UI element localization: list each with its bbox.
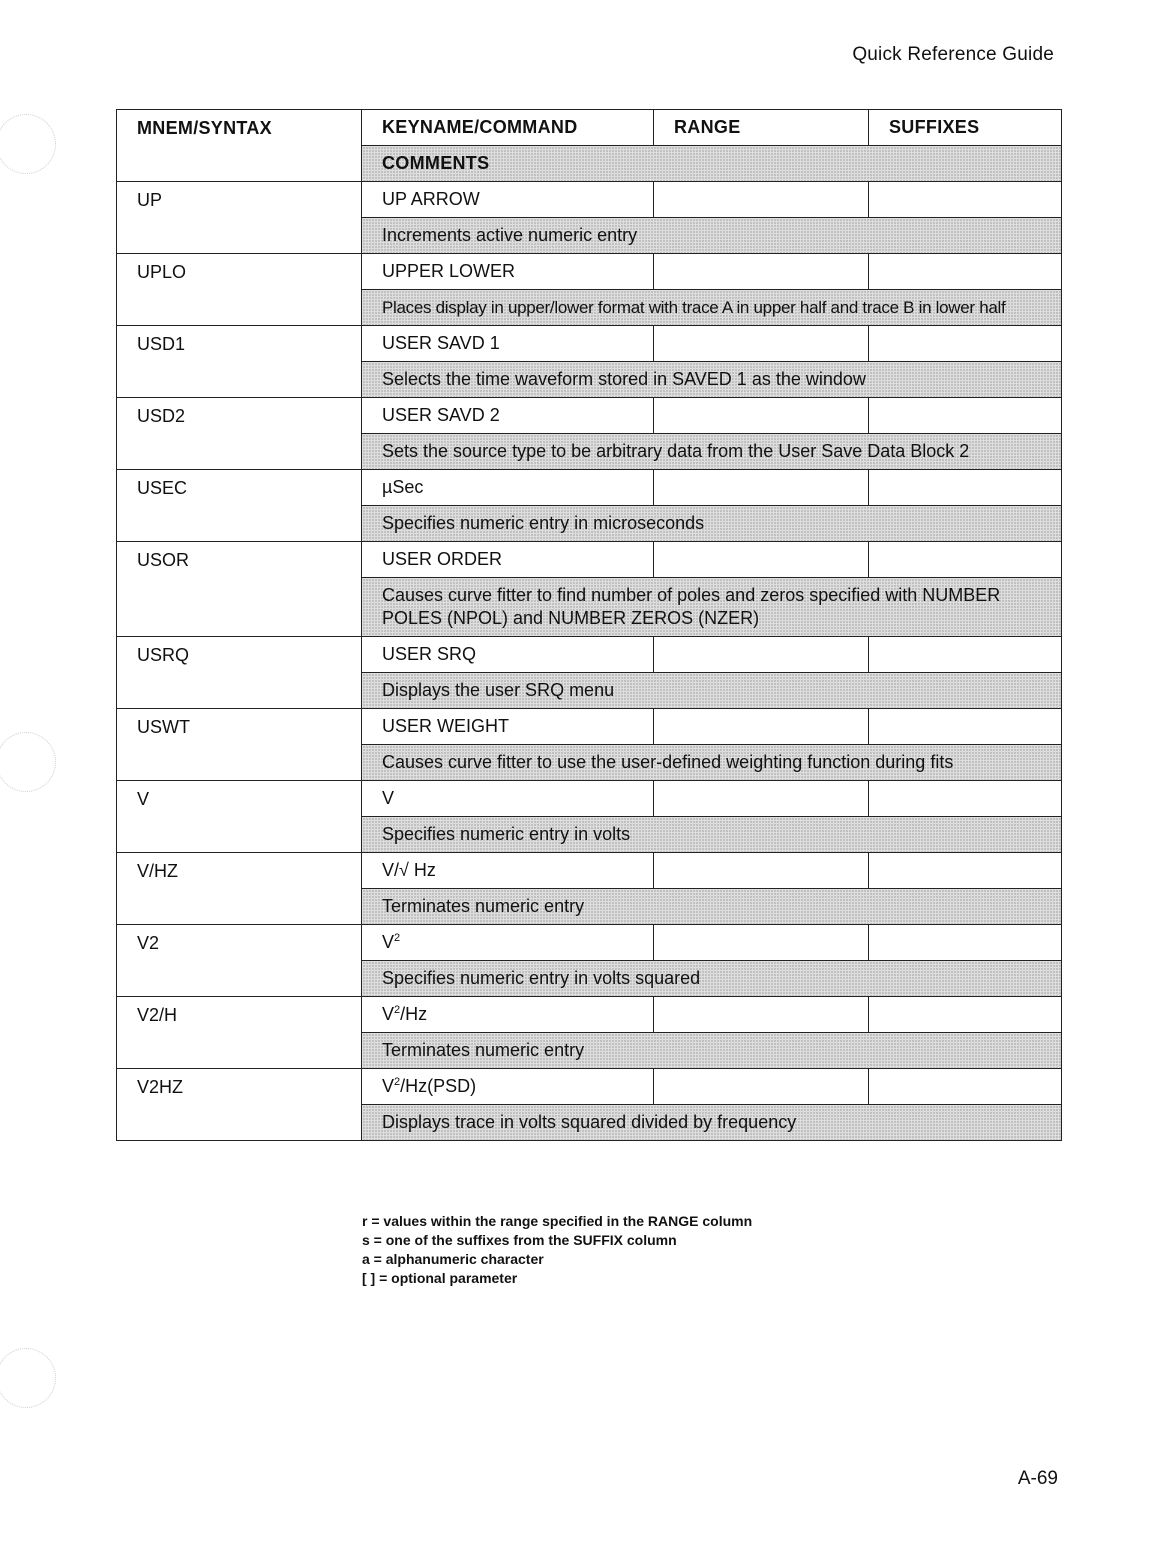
suffixes-cell	[869, 853, 1062, 889]
comment-cell: Causes curve fitter to find number of poles and zeros specified with NUMBER POLES (NPOL) and NUMBER ZEROS (NZER)	[362, 578, 1062, 637]
table-row	[117, 1069, 1062, 1105]
suffixes-cell	[869, 182, 1062, 218]
range-cell	[654, 709, 869, 745]
mnemonic-cell: V2/H	[117, 997, 362, 1069]
keyname-cell	[362, 997, 654, 1033]
legend-line: [ ] = optional parameter	[362, 1270, 518, 1286]
table-row	[117, 254, 1062, 290]
keyname-superscript: 2	[394, 1004, 401, 1016]
header-suffixes: SUFFIXES	[869, 110, 1062, 146]
comment-cell: Selects the time waveform stored in SAVED 1 as the window	[362, 362, 1062, 398]
range-cell	[654, 398, 869, 434]
keyname-cell: USER SAVD 1	[362, 326, 654, 362]
keyname-cell: USER WEIGHT	[362, 709, 654, 745]
suffixes-cell	[869, 326, 1062, 362]
suffixes-cell	[869, 925, 1062, 961]
keyname-base: V	[382, 1004, 395, 1024]
keyname-cell: UP ARROW	[362, 182, 654, 218]
keyname-superscript: 2	[394, 1076, 401, 1088]
table-row	[117, 925, 1062, 961]
header-row	[117, 110, 1062, 146]
table-row	[117, 470, 1062, 506]
binder-hole	[0, 114, 56, 174]
keyname-cell	[362, 1069, 654, 1105]
legend-line: a = alphanumeric character	[362, 1251, 544, 1267]
legend	[362, 1212, 752, 1288]
range-cell	[654, 853, 869, 889]
suffixes-cell	[869, 997, 1062, 1033]
keyname-cell: V/√ Hz	[362, 853, 654, 889]
table-row	[117, 781, 1062, 817]
mnemonic-cell: V/HZ	[117, 853, 362, 925]
header-mnem: MNEM/SYNTAX	[117, 110, 362, 182]
mnemonic-cell: USEC	[117, 470, 362, 542]
reference-table	[116, 109, 1062, 1141]
mnemonic-cell: V2	[117, 925, 362, 997]
mnemonic-cell: USWT	[117, 709, 362, 781]
mnemonic-cell: V2HZ	[117, 1069, 362, 1141]
legend-line: s = one of the suffixes from the SUFFIX column	[362, 1232, 677, 1248]
mnemonic-cell: USOR	[117, 542, 362, 637]
suffixes-cell	[869, 542, 1062, 578]
header-keyname: KEYNAME/COMMAND	[362, 110, 654, 146]
suffixes-cell	[869, 254, 1062, 290]
range-cell	[654, 925, 869, 961]
table-row	[117, 326, 1062, 362]
table-row	[117, 398, 1062, 434]
running-header: Quick Reference Guide	[852, 44, 1054, 65]
mnemonic-cell: V	[117, 781, 362, 853]
comment-cell: Terminates numeric entry	[362, 1033, 1062, 1069]
keyname-cell	[362, 925, 654, 961]
table-row	[117, 637, 1062, 673]
binder-hole	[0, 1348, 56, 1408]
range-cell	[654, 470, 869, 506]
range-cell	[654, 637, 869, 673]
comment-cell: Causes curve fitter to use the user-defined weighting function during fits	[362, 745, 1062, 781]
keyname-cell: USER SAVD 2	[362, 398, 654, 434]
range-cell	[654, 542, 869, 578]
keyname-base: V	[382, 1076, 395, 1096]
keyname-rest: /Hz(PSD)	[400, 1076, 477, 1096]
suffixes-cell	[869, 470, 1062, 506]
header-comments: COMMENTS	[362, 146, 1062, 182]
keyname-rest: /Hz	[400, 1004, 428, 1024]
mnemonic-cell: UP	[117, 182, 362, 254]
comment-cell: Displays trace in volts squared divided by frequency	[362, 1105, 1062, 1141]
suffixes-cell	[869, 637, 1062, 673]
mnemonic-cell: USD1	[117, 326, 362, 398]
table-row	[117, 997, 1062, 1033]
comment-cell: Sets the source type to be arbitrary data from the User Save Data Block 2	[362, 434, 1062, 470]
comment-cell: Increments active numeric entry	[362, 218, 1062, 254]
range-cell	[654, 326, 869, 362]
mnemonic-cell: UPLO	[117, 254, 362, 326]
comment-cell: Specifies numeric entry in volts	[362, 817, 1062, 853]
table-row	[117, 853, 1062, 889]
range-cell	[654, 254, 869, 290]
comment-cell: Specifies numeric entry in microseconds	[362, 506, 1062, 542]
suffixes-cell	[869, 709, 1062, 745]
comment-cell: Specifies numeric entry in volts squared	[362, 961, 1062, 997]
table-row	[117, 182, 1062, 218]
suffixes-cell	[869, 398, 1062, 434]
comment-cell: Displays the user SRQ menu	[362, 673, 1062, 709]
keyname-superscript: 2	[394, 932, 401, 944]
range-cell	[654, 781, 869, 817]
keyname-cell: µSec	[362, 470, 654, 506]
mnemonic-cell: USD2	[117, 398, 362, 470]
legend-line: r = values within the range specified in the RANGE column	[362, 1213, 753, 1229]
table-row	[117, 542, 1062, 578]
header-range: RANGE	[654, 110, 869, 146]
keyname-cell: USER SRQ	[362, 637, 654, 673]
comment-cell: Terminates numeric entry	[362, 889, 1062, 925]
keyname-cell: V	[362, 781, 654, 817]
mnemonic-cell: USRQ	[117, 637, 362, 709]
comment-cell: Places display in upper/lower format with trace A in upper half and trace B in lower half	[362, 290, 1062, 326]
suffixes-cell	[869, 1069, 1062, 1105]
range-cell	[654, 997, 869, 1033]
range-cell	[654, 182, 869, 218]
table-row	[117, 709, 1062, 745]
keyname-base: V	[382, 932, 395, 952]
range-cell	[654, 1069, 869, 1105]
suffixes-cell	[869, 781, 1062, 817]
keyname-cell: UPPER LOWER	[362, 254, 654, 290]
binder-hole	[0, 732, 56, 792]
page-number: A-69	[1017, 1468, 1058, 1489]
keyname-cell: USER ORDER	[362, 542, 654, 578]
